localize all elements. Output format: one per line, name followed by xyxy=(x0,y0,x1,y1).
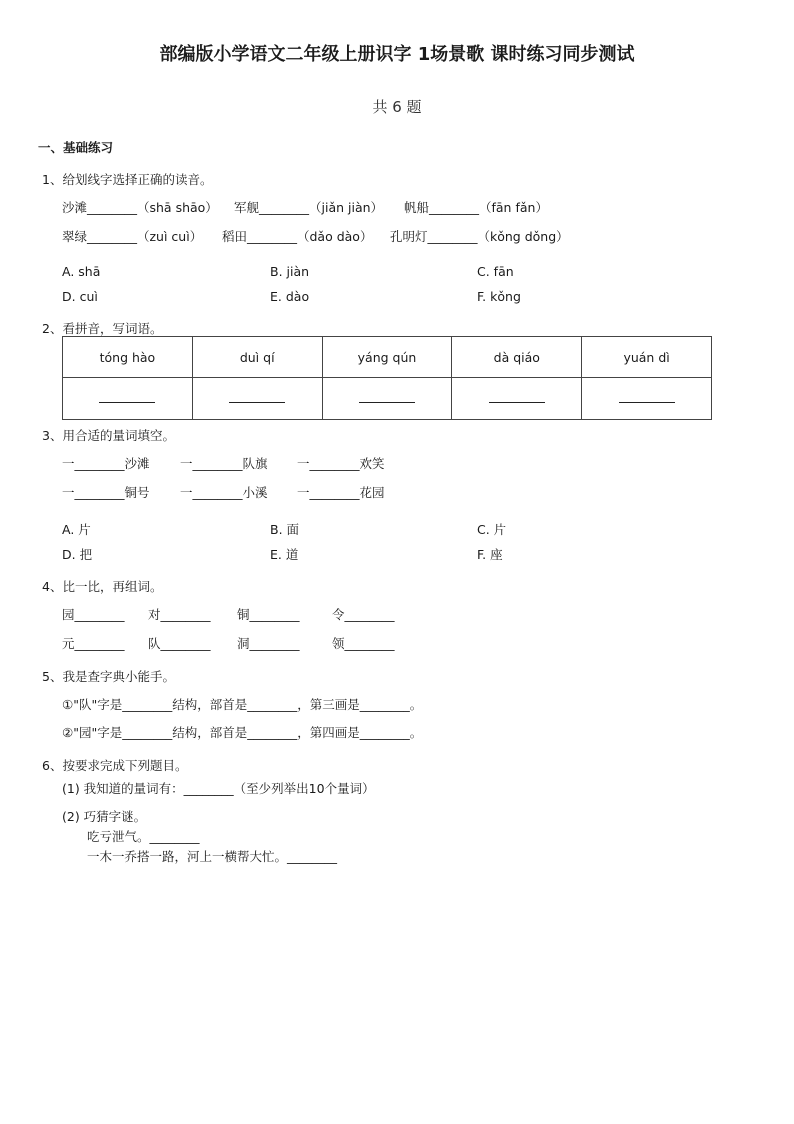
q6-riddle-1: 吃亏泄气。________ xyxy=(87,829,200,844)
pinyin-cell: dà qiáo xyxy=(452,337,582,378)
answer-cell[interactable] xyxy=(322,378,452,420)
q3-item-3: 一________欢笑 xyxy=(297,456,385,471)
q1-option-a: A. shā xyxy=(62,264,101,279)
question-3-prompt: 3、用合适的量词填空。 xyxy=(42,428,175,443)
q1-option-b: B. jiàn xyxy=(270,264,310,279)
section-heading: 一、基础练习 xyxy=(38,140,114,155)
q6-part-2: (2) 巧猜字谜。 xyxy=(62,809,147,824)
answer-blank xyxy=(489,392,545,403)
pinyin-row xyxy=(63,337,712,378)
q1-item-3: 帆船________（fān fǎn） xyxy=(404,200,548,215)
q3-option-e: E. 道 xyxy=(270,547,299,562)
q4-item-1: 园________ xyxy=(62,607,125,622)
question-4-prompt: 4、比一比，再组词。 xyxy=(42,579,163,594)
question-count: 共 6 题 xyxy=(372,98,422,116)
answer-blank xyxy=(619,392,675,403)
answer-blank xyxy=(359,392,415,403)
q1-option-d: D. cuì xyxy=(62,289,98,304)
q1-option-e: E. dào xyxy=(270,289,310,304)
q3-item-2: 一________队旗 xyxy=(180,456,268,471)
q6-part-1: (1) 我知道的量词有：________（至少列举出10个量词） xyxy=(62,781,375,796)
question-5-prompt: 5、我是查字典小能手。 xyxy=(42,669,175,684)
q3-option-a: A. 片 xyxy=(62,522,91,537)
q1-option-f: F. kǒng xyxy=(477,289,521,304)
pinyin-cell: duì qí xyxy=(192,337,322,378)
answer-cell[interactable] xyxy=(452,378,582,420)
answer-row xyxy=(63,378,712,420)
pinyin-cell: yáng qún xyxy=(322,337,452,378)
q4-item-2: 对________ xyxy=(148,607,211,622)
pinyin-cell: yuán dì xyxy=(582,337,712,378)
q1-option-c: C. fān xyxy=(477,264,514,279)
pinyin-cell: tóng hào xyxy=(63,337,193,378)
answer-cell[interactable] xyxy=(582,378,712,420)
question-6-prompt: 6、按要求完成下列题目。 xyxy=(42,758,188,773)
answer-blank xyxy=(99,392,155,403)
q1-item-5: 稻田________（dǎo dào） xyxy=(222,229,373,244)
question-1-prompt: 1、给划线字选择正确的读音。 xyxy=(42,172,213,187)
q3-option-f: F. 座 xyxy=(477,547,503,562)
q6-riddle-2: 一木一乔搭一路，河上一横帮大忙。________ xyxy=(87,849,338,864)
q3-item-4: 一________铜号 xyxy=(62,485,150,500)
q3-option-c: C. 片 xyxy=(477,522,507,537)
pinyin-table xyxy=(62,336,712,420)
q5-item-1: ①"队"字是________结构，部首是________，第三画是________。 xyxy=(62,697,423,712)
q3-item-6: 一________花园 xyxy=(297,485,385,500)
q4-item-3: 铜________ xyxy=(237,607,300,622)
q4-item-4: 令________ xyxy=(332,607,395,622)
q1-item-1: 沙滩________（shā shāo） xyxy=(62,200,218,215)
q5-item-2: ②"园"字是________结构，部首是________，第四画是________。 xyxy=(62,725,423,740)
answer-blank xyxy=(229,392,285,403)
q3-option-d: D. 把 xyxy=(62,547,93,562)
page-title: 部编版小学语文二年级上册识字 1场景歌 课时练习同步测试 xyxy=(159,44,635,65)
q1-item-4: 翠绿________（zuì cuì） xyxy=(62,229,203,244)
q1-item-2: 军舰________（jiǎn jiàn） xyxy=(234,200,384,215)
q4-item-6: 队________ xyxy=(148,636,211,651)
q4-item-5: 元________ xyxy=(62,636,125,651)
q3-item-1: 一________沙滩 xyxy=(62,456,150,471)
answer-cell[interactable] xyxy=(192,378,322,420)
q1-item-6: 孔明灯________（kǒng dǒng） xyxy=(390,229,569,244)
q3-item-5: 一________小溪 xyxy=(180,485,268,500)
q4-item-8: 领________ xyxy=(332,636,395,651)
answer-cell[interactable] xyxy=(63,378,193,420)
q3-option-b: B. 面 xyxy=(270,522,300,537)
q4-item-7: 洞________ xyxy=(237,636,300,651)
question-2-prompt: 2、看拼音，写词语。 xyxy=(42,321,163,336)
